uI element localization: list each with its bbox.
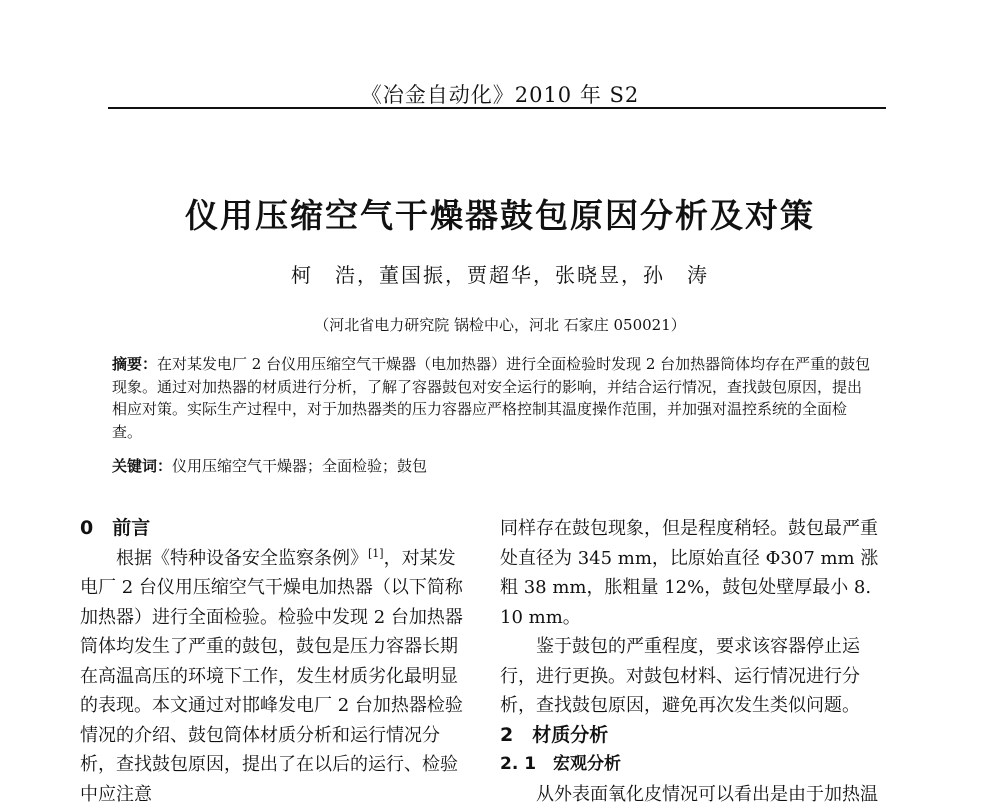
- section-heading-intro: 0 前言: [80, 514, 472, 544]
- keywords-text: 仪用压缩空气干燥器；全面检验；鼓包: [172, 457, 427, 475]
- header-rule: [108, 107, 886, 109]
- abstract-label: 摘要：: [112, 355, 157, 373]
- intro-paragraph: [80, 544, 472, 809]
- citation-ref[interactable]: [1]: [368, 547, 384, 560]
- section-heading-material: 2 材质分析: [500, 721, 892, 751]
- journal-header: 《冶金自动化》2010 年 S2: [0, 79, 1000, 109]
- intro-text-post: ，对某发电厂 2 台仪用压缩空气干燥电加热器（以下简称加热器）进行全面检验。检验中发现 2 台加热器筒体均发生了严重的鼓包，鼓包是压力容器长期在高温高压的环境下工作，发生材质劣化最明显的表现。本文通过对邯峰发电厂 2 台加热器检验情况的介绍、鼓包筒体材质分析和运行情况分析，查找鼓包原因，提出了在以后的运行、检验中应注意: [80, 548, 463, 805]
- subsection-heading-macro: 2. 1 宏观分析: [500, 750, 892, 780]
- paper-title: 仪用压缩空气干燥器鼓包原因分析及对策: [0, 190, 1000, 237]
- keywords: [112, 455, 872, 477]
- right-column: [500, 514, 892, 809]
- author-list: 柯 浩，董国振，贾超华，张晓昱，孙 涛: [0, 259, 1000, 288]
- abstract-text: 在对某发电厂 2 台仪用压缩空气干燥器（电加热器）进行全面检验时发现 2 台加热器筒体均存在严重的鼓包现象。通过对加热器的材质进行分析，了解了容器鼓包对安全运行的影响，并结合运行情况，查找鼓包原因，提出相应对策。实际生产过程中，对于加热器类的压力容器应严格控制其温度操作范围，并加强对温控系统的全面检查。: [112, 355, 870, 441]
- continued-paragraph: 同样存在鼓包现象，但是程度稍轻。鼓包最严重处直径为 345 mm，比原始直径 Φ307 mm 涨粗 38 mm，胀粗量 12%，鼓包处壁厚最小 8. 10 mm。: [500, 514, 892, 632]
- paragraph-replacement: 鉴于鼓包的严重程度，要求该容器停止运行，进行更换。对鼓包材料、运行情况进行分析，查找鼓包原因，避免再次发生类似问题。: [500, 632, 892, 721]
- keywords-label: 关键词：: [112, 457, 172, 475]
- abstract: [112, 353, 872, 443]
- affiliation: （河北省电力研究院 锅检中心，河北 石家庄 050021）: [0, 314, 1000, 335]
- intro-text-pre: 根据《特种设备安全监察条例》: [116, 548, 368, 569]
- paragraph-macro: 从外表面氧化皮情况可以看出是由于加热温: [500, 780, 892, 809]
- left-column: [80, 514, 472, 809]
